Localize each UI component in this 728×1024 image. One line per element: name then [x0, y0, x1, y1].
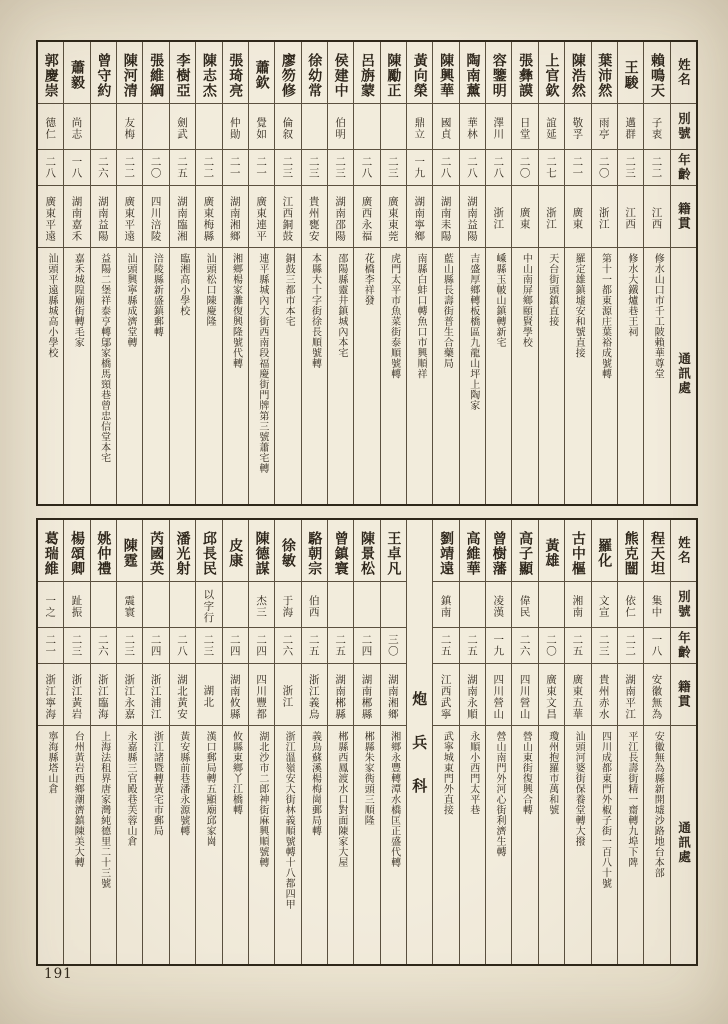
directory-entry-column [142, 42, 168, 504]
directory-entry-column [38, 42, 63, 504]
entry-age: 二八 [486, 150, 511, 186]
entry-age: 二三 [302, 150, 327, 186]
entry-age: 二一 [38, 628, 63, 664]
entry-name: 姚仲禮 [91, 520, 116, 582]
entry-alias: 集中 [644, 582, 669, 628]
entry-age: 二三 [64, 628, 89, 664]
entry-name: 葉沛然 [592, 42, 617, 104]
entry-alias [328, 582, 353, 628]
entry-age: 二五 [328, 628, 353, 664]
entry-name: 陳德謀 [249, 520, 274, 582]
entry-alias [539, 582, 564, 628]
directory-entry-column [222, 520, 248, 964]
entry-address: 湘鄉楊家灘復興隆號代轉 [230, 253, 242, 369]
entry-age: 二四 [249, 628, 274, 664]
directory-entry-column [142, 520, 168, 964]
entry-origin: 浙江臨海 [91, 664, 116, 726]
entry-age: 二〇 [539, 628, 564, 664]
entry-age: 二八 [433, 150, 458, 186]
directory-entry-column [63, 42, 89, 504]
entry-alias: 劍武 [170, 104, 195, 150]
entry-alias: 依仁 [618, 582, 643, 628]
entry-age: 二五 [302, 628, 327, 664]
entry-origin: 浙江浦江 [143, 664, 168, 726]
entry-name: 徐敏 [275, 520, 300, 582]
entry-address: 湘鄉永豐轉潭水橋匡正盛代轉 [388, 731, 400, 868]
entry-alias: 仲勛 [223, 104, 248, 150]
entry-name: 上官欽 [539, 42, 564, 104]
header-address-label: 通訊處 [676, 352, 692, 396]
entry-name: 王駿 [618, 42, 643, 104]
entry-name: 曾守約 [91, 42, 116, 104]
directory-entry-column [353, 42, 379, 504]
entry-origin: 湖北黃安 [170, 664, 195, 726]
header-alias-label: 別號 [671, 104, 696, 150]
entry-name: 古中樞 [565, 520, 590, 582]
section-divider-column [406, 520, 432, 964]
entry-origin: 廣東五華 [565, 664, 590, 726]
entry-alias: 國貞 [433, 104, 458, 150]
entry-alias: 覺如 [249, 104, 274, 150]
entry-alias [460, 582, 485, 628]
entry-origin: 四川涪陵 [143, 186, 168, 248]
entry-alias [196, 104, 221, 150]
entry-address: 銅鼓三都市本宅 [283, 253, 295, 327]
entry-age: 二〇 [512, 150, 537, 186]
entry-origin: 四川營山 [486, 664, 511, 726]
entry-alias: 敬孚 [565, 104, 590, 150]
entry-origin: 江西 [618, 186, 643, 248]
entry-name: 程天坦 [644, 520, 669, 582]
entry-alias [354, 582, 379, 628]
entry-address: 涪陵縣新盛鎮郵轉 [151, 253, 163, 337]
entry-age: 二三 [381, 150, 406, 186]
entry-address: 永順小西門太平巷 [467, 731, 479, 815]
entry-age: 一九 [407, 150, 432, 186]
entry-origin: 貴州甕安 [302, 186, 327, 248]
entry-age: 二五 [460, 628, 485, 664]
entry-address: 黃安縣前巷潘永源號轉 [177, 731, 189, 836]
entry-origin: 安徽無為 [644, 664, 669, 726]
entry-age: 二六 [91, 628, 116, 664]
entry-address: 浙江諸暨轉黃宅市郵局 [151, 731, 163, 836]
directory-entry-column [591, 520, 617, 964]
entry-age: 二四 [354, 628, 379, 664]
entry-name: 潘光射 [170, 520, 195, 582]
directory-entry-column [485, 42, 511, 504]
directory-entry-column [169, 520, 195, 964]
entry-name: 陳景松 [354, 520, 379, 582]
entry-age: 三〇 [381, 628, 406, 664]
entry-alias [143, 582, 168, 628]
entry-origin: 湖南永順 [460, 664, 485, 726]
entry-address: 中山南屏鄉頤賢學校 [520, 253, 532, 348]
entry-origin: 浙江黃岩 [64, 664, 89, 726]
entry-address: 義烏蘇溪楊梅崗郵局轉 [309, 731, 321, 836]
directory-entry-column [116, 42, 142, 504]
entry-name: 駱朝宗 [302, 520, 327, 582]
entry-alias: 于海 [275, 582, 300, 628]
entry-origin: 湖北 [196, 664, 221, 726]
entry-address: 汕頭平遠縣城高小學校 [45, 253, 57, 358]
directory-entry-column [301, 42, 327, 504]
entry-name: 熊克闓 [618, 520, 643, 582]
entry-origin: 廣東平遠 [117, 186, 142, 248]
entry-origin: 貴州赤水 [592, 664, 617, 726]
entry-address: 四川成都東門外椒子街一百八十號 [599, 731, 611, 889]
entry-alias: 尚志 [64, 104, 89, 150]
entry-address: 瓊州抱羅市萬和號 [546, 731, 558, 815]
entry-origin: 江西武寧 [433, 664, 458, 726]
directory-entry-column [63, 520, 89, 964]
table-header-column [670, 520, 696, 964]
entry-address: 羅定雄鎮墟安和號直接 [573, 253, 585, 358]
directory-entry-column [301, 520, 327, 964]
entry-age: 二三 [618, 150, 643, 186]
entry-age: 二一 [565, 150, 590, 186]
header-origin-label: 籍貫 [671, 664, 696, 726]
entry-age: 二三 [275, 150, 300, 186]
entry-origin: 湖南寧鄉 [407, 186, 432, 248]
directory-entry-column [169, 42, 195, 504]
entry-address: 本縣大十字街徐長順號轉 [309, 253, 321, 369]
entry-origin: 廣東東莞 [381, 186, 406, 248]
entry-name: 廖笏修 [275, 42, 300, 104]
entry-age: 二三 [592, 628, 617, 664]
entry-age: 二五 [565, 628, 590, 664]
entry-address: 第十一都東源庄葉裕成號轉 [599, 253, 611, 379]
entry-age: 二五 [433, 628, 458, 664]
entry-origin: 湖南耒陽 [433, 186, 458, 248]
entry-origin: 湖南攸縣 [223, 664, 248, 726]
entry-name: 郭慶崇 [38, 42, 63, 104]
entry-origin: 湖南益陽 [91, 186, 116, 248]
directory-entry-column [222, 42, 248, 504]
directory-entry-column [90, 42, 116, 504]
directory-entry-column [248, 42, 274, 504]
table-header-column [670, 42, 696, 504]
directory-entry-column [538, 42, 564, 504]
directory-entry-column [406, 42, 432, 504]
entry-alias: 澤川 [486, 104, 511, 150]
entry-origin: 廣東 [565, 186, 590, 248]
entry-address: 郴縣西鳳渡水口對面陳家大屋 [335, 731, 347, 868]
directory-entry-column [511, 520, 537, 964]
entry-origin: 浙江 [275, 664, 300, 726]
directory-entry-column [274, 42, 300, 504]
entry-address: 天台街頭鎮直接 [546, 253, 558, 327]
entry-age: 二二 [618, 628, 643, 664]
directory-entry-column [195, 520, 221, 964]
entry-name: 蕭欽 [249, 42, 274, 104]
entry-address: 營山南門外河心街利濟生轉 [494, 731, 506, 857]
entry-address: 汕頭河婆街保養堂轉大撥 [573, 731, 585, 847]
entry-name: 芮國英 [143, 520, 168, 582]
directory-entry-column [195, 42, 221, 504]
entry-alias: 偉民 [512, 582, 537, 628]
directory-entry-column [90, 520, 116, 964]
entry-origin: 廣東文昌 [539, 664, 564, 726]
entry-name: 張維綱 [143, 42, 168, 104]
entry-origin: 江西 [644, 186, 669, 248]
entry-origin: 浙江永嘉 [117, 664, 142, 726]
header-alias-label: 別號 [671, 582, 696, 628]
entry-origin: 江西銅鼓 [275, 186, 300, 248]
entry-address: 平江長壽街精一齋轉九埠下陴 [625, 731, 637, 868]
entry-alias: 杰三 [249, 582, 274, 628]
directory-entry-column [248, 520, 274, 964]
entry-age: 二六 [91, 150, 116, 186]
entry-name: 容鑒明 [486, 42, 511, 104]
entry-age: 一九 [486, 628, 511, 664]
entry-origin: 廣東連平 [249, 186, 274, 248]
entry-address: 永嘉縣三官殿巷芙蓉山倉 [125, 731, 137, 847]
entry-origin: 湖南益陽 [460, 186, 485, 248]
entry-address: 台州黃岩西鄉潮濟鎮陳美大轉 [72, 731, 84, 868]
entry-alias: 友梅 [117, 104, 142, 150]
entry-origin: 湖南郴縣 [354, 664, 379, 726]
entry-name: 曾鎮寰 [328, 520, 353, 582]
entry-alias: 鼎立 [407, 104, 432, 150]
directory-entry-column [459, 520, 485, 964]
entry-address: 虎門太平市魚菜街泰順號轉 [388, 253, 400, 379]
entry-name: 王卓凡 [381, 520, 406, 582]
entry-origin: 廣西永福 [354, 186, 379, 248]
entry-alias [381, 104, 406, 150]
entry-address: 嵊縣玉帔山鎮轉新宅 [494, 253, 506, 348]
entry-age: 二四 [143, 628, 168, 664]
entry-address: 汕頭松口陳慶隆 [204, 253, 216, 327]
entry-name: 葛瑞維 [38, 520, 63, 582]
entry-alias: 文宣 [592, 582, 617, 628]
roster-table-bottom [36, 518, 698, 966]
entry-origin: 四川營山 [512, 664, 537, 726]
entry-alias [91, 104, 116, 150]
directory-entry-column [564, 520, 590, 964]
page-number: 191 [44, 966, 73, 982]
entry-origin: 四川豐都 [249, 664, 274, 726]
entry-address: 南縣白蚌口轉魚口市興順祥 [414, 253, 426, 379]
entry-origin: 浙江 [486, 186, 511, 248]
directory-entry-column [353, 520, 379, 964]
header-address-label: 通訊處 [676, 821, 692, 865]
entry-address: 攸縣東鄉丫江橋轉 [230, 731, 242, 815]
entry-address: 修水大鐵爐巷王祠 [625, 253, 637, 337]
entry-alias: 震寰 [117, 582, 142, 628]
directory-entry-column [432, 42, 458, 504]
entry-alias: 子衷 [644, 104, 669, 150]
header-age-label: 年齡 [671, 150, 696, 186]
directory-entry-column [274, 520, 300, 964]
entry-name: 蕭毅 [64, 42, 89, 104]
entry-name: 陶南薰 [460, 42, 485, 104]
entry-address: 上海法租界唐家灣純德里二十三號 [98, 731, 110, 889]
directory-entry-column [511, 42, 537, 504]
entry-alias [170, 582, 195, 628]
entry-name: 楊頌卿 [64, 520, 89, 582]
entry-alias: 一之 [38, 582, 63, 628]
entry-origin: 湖南邵陽 [328, 186, 353, 248]
entry-name: 侯建中 [328, 42, 353, 104]
entry-alias [143, 104, 168, 150]
header-age-label: 年齡 [671, 628, 696, 664]
entry-alias [302, 104, 327, 150]
directory-entry-column [643, 42, 669, 504]
entry-origin: 廣東平遠 [38, 186, 63, 248]
entry-alias [223, 582, 248, 628]
entry-origin: 浙江 [592, 186, 617, 248]
entry-age: 二四 [223, 628, 248, 664]
directory-entry-column [38, 520, 63, 964]
entry-address: 營山東街復興合轉 [520, 731, 532, 815]
directory-entry-column [591, 42, 617, 504]
entry-alias: 華林 [460, 104, 485, 150]
entry-origin: 湖南郴縣 [328, 664, 353, 726]
entry-alias: 以字行 [196, 582, 221, 628]
entry-address: 安徽無為縣新開墟沙路地台本部 [652, 731, 664, 878]
directory-entry-column [327, 42, 353, 504]
entry-name: 賴鳴天 [644, 42, 669, 104]
entry-age: 二八 [170, 628, 195, 664]
entry-age: 二一 [249, 150, 274, 186]
directory-entry-column [617, 520, 643, 964]
entry-address: 花橋李祥發 [362, 253, 374, 306]
entry-name: 李樹亞 [170, 42, 195, 104]
entry-age: 一八 [64, 150, 89, 186]
entry-address: 邵陽縣靈井鎮城內本宅 [335, 253, 347, 358]
entry-address: 連平縣城內大街西南段福慶街門牌第三號蕭宅轉 [256, 253, 268, 474]
entry-age: 二五 [170, 150, 195, 186]
entry-alias [354, 104, 379, 150]
entry-origin: 浙江寧海 [38, 664, 63, 726]
entry-alias [381, 582, 406, 628]
directory-entry-column [380, 520, 406, 964]
entry-origin: 廣東梅縣 [196, 186, 221, 248]
entry-origin: 湖南嘉禾 [64, 186, 89, 248]
entry-age: 二二 [644, 150, 669, 186]
entry-address: 修水山口市千工陂賴華尊堂 [652, 253, 664, 379]
directory-entry-column [485, 520, 511, 964]
entry-origin: 湖南臨湘 [170, 186, 195, 248]
entry-address: 漢口郵局轉五顯廟邱家崗 [204, 731, 216, 847]
entry-address: 武寧城東門外直接 [441, 731, 453, 815]
directory-entry-column [538, 520, 564, 964]
entry-alias: 凌漢 [486, 582, 511, 628]
entry-origin: 湖南湘鄉 [223, 186, 248, 248]
entry-age: 二六 [275, 628, 300, 664]
entry-address: 汕頭興寧縣成濟堂轉 [125, 253, 137, 348]
entry-name: 黃雄 [539, 520, 564, 582]
entry-name: 邱長民 [196, 520, 221, 582]
entry-address: 臨湘高小學校 [177, 253, 189, 316]
entry-age: 二〇 [143, 150, 168, 186]
entry-origin: 浙江 [539, 186, 564, 248]
entry-age: 二一 [223, 150, 248, 186]
entry-alias: 日堂 [512, 104, 537, 150]
directory-entry-column [380, 42, 406, 504]
entry-name: 黃向榮 [407, 42, 432, 104]
entry-name: 劉靖遠 [433, 520, 458, 582]
entry-age: 二二 [196, 150, 221, 186]
entry-age: 二三 [117, 628, 142, 664]
entry-age: 二六 [512, 628, 537, 664]
directory-entry-column [459, 42, 485, 504]
entry-age: 一八 [644, 628, 669, 664]
directory-entry-column [432, 520, 458, 964]
entry-age: 二〇 [592, 150, 617, 186]
entry-name: 羅化 [592, 520, 617, 582]
entry-name: 陳興華 [433, 42, 458, 104]
roster-table-top [36, 40, 698, 506]
entry-name: 陳霆 [117, 520, 142, 582]
directory-entry-column [116, 520, 142, 964]
entry-alias [91, 582, 116, 628]
entry-alias: 伯西 [302, 582, 327, 628]
entry-alias: 邁群 [618, 104, 643, 150]
header-name-label: 姓名 [671, 42, 696, 104]
directory-entry-column [564, 42, 590, 504]
entry-age: 二八 [354, 150, 379, 186]
header-origin-label: 籍貫 [671, 186, 696, 248]
header-name-label: 姓名 [671, 520, 696, 582]
entry-address: 浙江溫嶺安大街林義順號轉十八都四甲 [283, 731, 295, 910]
entry-address: 嘉禾城隍廟街轉毛家 [72, 253, 84, 348]
entry-origin: 湖南平江 [618, 664, 643, 726]
entry-address: 益陽二堡祥泰亨轉鄔家橋馬頸巷曾忠信堂本宅 [98, 253, 110, 463]
entry-address: 郴縣朱家衖頭三順隆 [362, 731, 374, 826]
entry-age: 二三 [328, 150, 353, 186]
entry-name: 張彝謨 [512, 42, 537, 104]
entry-age: 二八 [38, 150, 63, 186]
entry-name: 陳浩然 [565, 42, 590, 104]
entry-name: 陳勵正 [381, 42, 406, 104]
entry-name: 徐幼常 [302, 42, 327, 104]
entry-alias: 德仁 [38, 104, 63, 150]
entry-origin: 湖南湘鄉 [381, 664, 406, 726]
entry-age: 二二 [117, 150, 142, 186]
entry-age: 二七 [539, 150, 564, 186]
directory-entry-column [617, 42, 643, 504]
entry-address: 湖北沙市二郎神街麻興順號轉 [256, 731, 268, 868]
entry-name: 曾樹藩 [486, 520, 511, 582]
entry-name: 高子顯 [512, 520, 537, 582]
entry-name: 陳志杰 [196, 42, 221, 104]
entry-age: 二三 [196, 628, 221, 664]
entry-address: 寧海縣塔山倉 [45, 731, 57, 794]
entry-alias: 雨亭 [592, 104, 617, 150]
entry-address: 藍山縣長壽街普生合藥局 [441, 253, 453, 369]
entry-alias: 倫叙 [275, 104, 300, 150]
entry-age: 二八 [460, 150, 485, 186]
directory-entry-column [327, 520, 353, 964]
entry-alias: 趾振 [64, 582, 89, 628]
entry-origin: 浙江義烏 [302, 664, 327, 726]
entry-alias: 伯明 [328, 104, 353, 150]
entry-name: 高維華 [460, 520, 485, 582]
entry-name: 皮康 [223, 520, 248, 582]
entry-name: 呂旃蒙 [354, 42, 379, 104]
entry-address: 吉盛厚鄉轉板橋區九龍山坪上陶家 [467, 253, 479, 411]
section-label: 炮兵科 [410, 691, 429, 822]
entry-alias: 湘南 [565, 582, 590, 628]
entry-alias: 鎮南 [433, 582, 458, 628]
entry-name: 陳河清 [117, 42, 142, 104]
directory-entry-column [643, 520, 669, 964]
entry-alias: 誼延 [539, 104, 564, 150]
entry-name: 張琦亮 [223, 42, 248, 104]
entry-origin: 廣東 [512, 186, 537, 248]
